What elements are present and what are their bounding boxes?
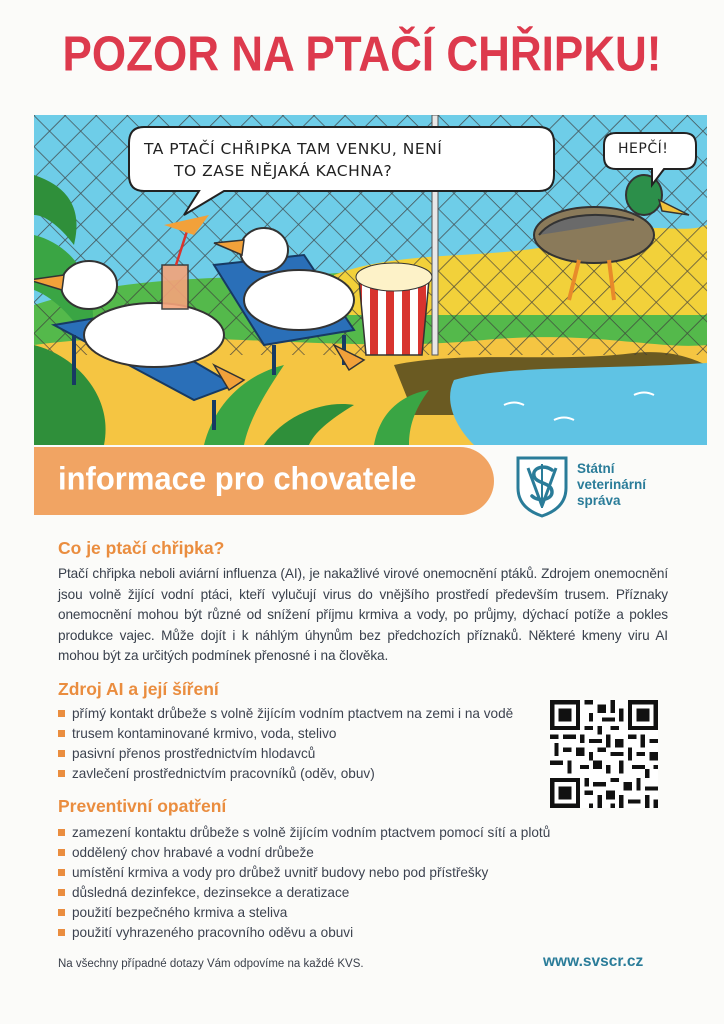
prevent-list (58, 823, 550, 943)
page-title: POZOR NA PTAČÍ CHŘIPKU! (62, 27, 662, 82)
list-item: zamezení kontaktu drůbeže s volně žijícím vodním ptactvem pomocí sítí a plotů (58, 823, 550, 843)
list-item: důsledná dezinfekce, dezinsekce a deratizace (58, 883, 550, 903)
list-item: přímý kontakt drůbeže s volně žijícím vodním ptactvem na zemi i na vodě (58, 704, 513, 724)
speech-bubble-line2: TO ZASE NĚJAKÁ KACHNA? (174, 162, 393, 180)
paragraph-what: Ptačí chřipka neboli aviární influenza (AI), je nakažlivé virové onemocnění ptáků. Zdrojem onemocnění jsou volně žijící vodní ptáci, kteří vylučují virus do vnějšího prostředí především trusem. Příznaky onemocnění mohou být různé od snížení příjmu krmiva a vody, po průjmy, dýchací potíže a pokles produkce vajec. Může dojít i k náhlým úhynům bez předchozích příznaků. Některé kmeny viru AI mohou být za určitých podmínek přenosné i na člověka. (58, 566, 668, 663)
logo-text (577, 461, 646, 509)
logo-line2: veterinární (577, 477, 647, 492)
list-item: použití bezpečného krmiva a steliva (58, 903, 550, 923)
svs-shield-logo-icon (514, 454, 570, 518)
banner-text: informace pro chovatele (58, 460, 417, 497)
footer-note: Na všechny případné dotazy Vám odpovíme na každé KVS. (58, 958, 364, 970)
source-list (58, 704, 513, 784)
list-item: umístění krmiva a vody pro drůbež uvnitř budovy nebo pod přístřešky (58, 863, 550, 883)
heading-source: Zdroj AI a její šíření (58, 679, 219, 699)
logo-line1: Státní (577, 461, 615, 476)
duck-bubble: HEPČÍ! (618, 141, 669, 157)
logo-line3: správa (577, 493, 621, 508)
heading-prevent: Preventivní opatření (58, 796, 227, 816)
list-item: použití vyhrazeného pracovního oděvu a obuvi (58, 923, 550, 943)
qr-code-icon (550, 700, 658, 808)
list-item: zavlečení prostřednictvím pracovníků (oděv, obuv) (58, 764, 513, 784)
list-item: oddělený chov hrabavé a vodní drůbeže (58, 843, 550, 863)
list-item: pasivní přenos prostřednictvím hlodavců (58, 744, 513, 764)
footer-url[interactable]: www.svscr.cz (543, 953, 644, 970)
heading-what: Co je ptačí chřipka? (58, 538, 225, 558)
cartoon-illustration (34, 115, 707, 445)
speech-bubble-line1: TA PTAČÍ CHŘIPKA TAM VENKU, NENÍ (144, 140, 443, 158)
list-item: trusem kontaminované krmivo, voda, stelivo (58, 724, 513, 744)
